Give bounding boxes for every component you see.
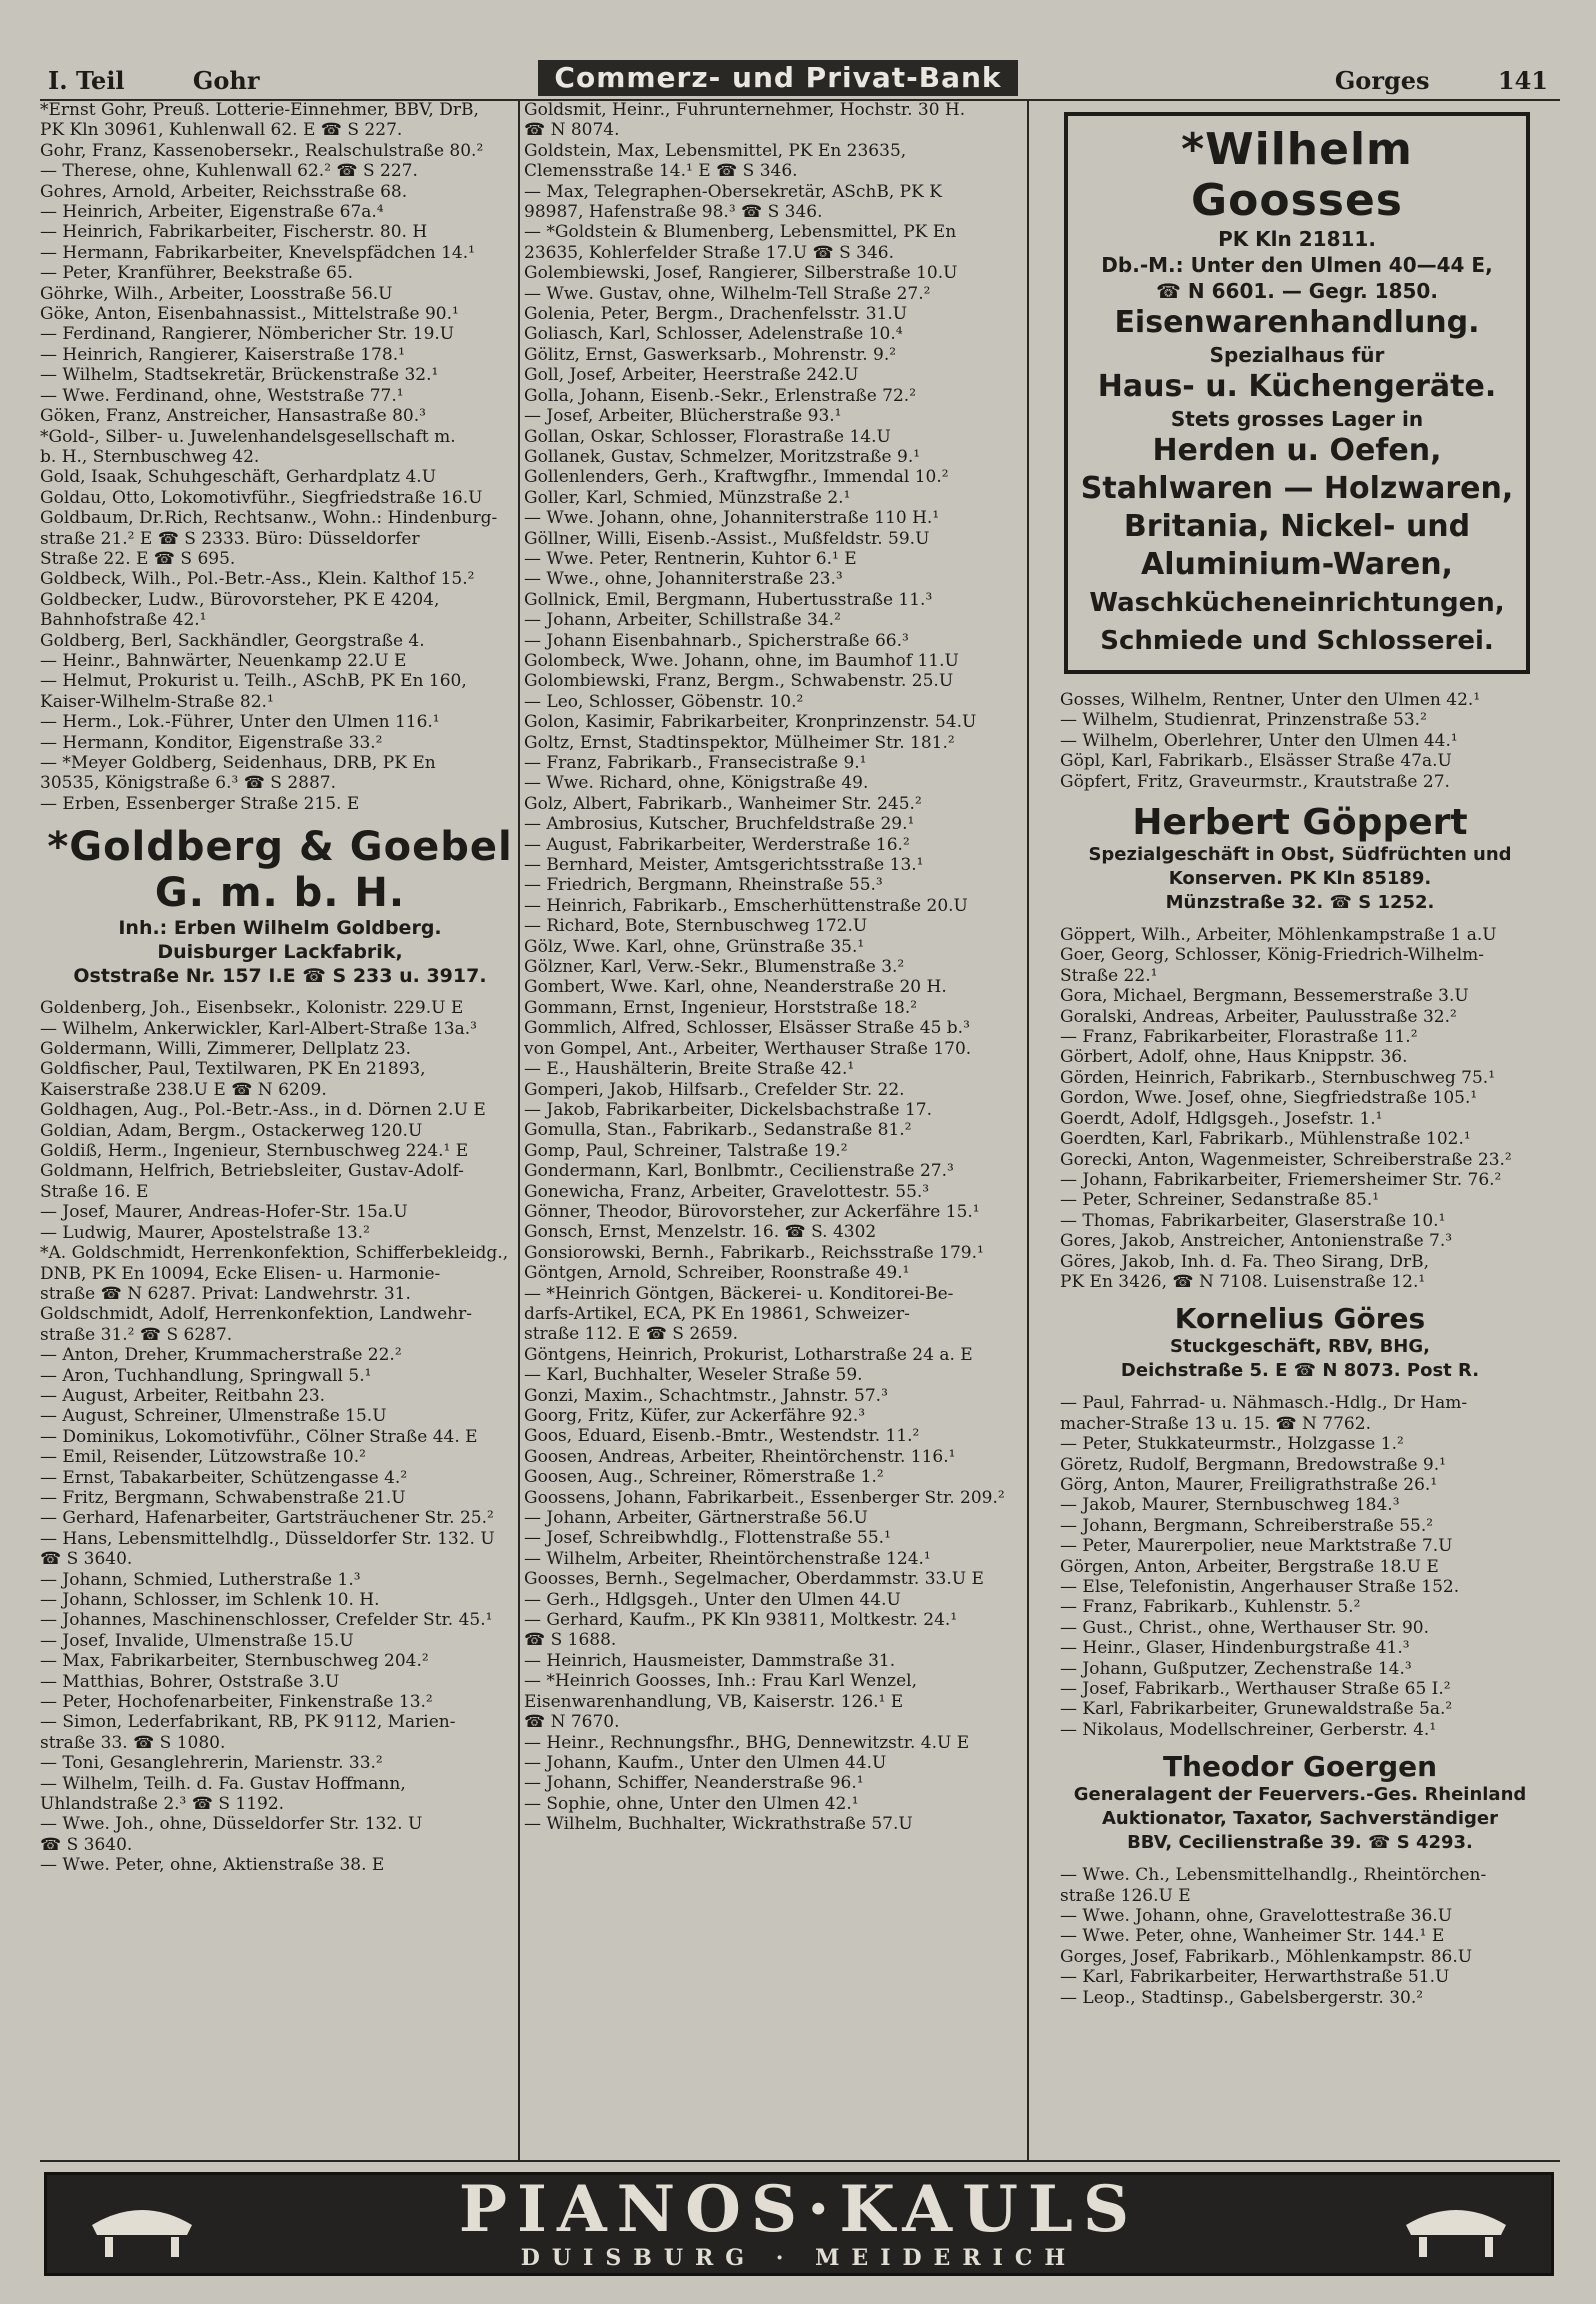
directory-entry: — Johann, Bergmann, Schreiberstraße 55.² bbox=[1060, 1515, 1434, 1536]
directory-entry: — Johann, Schmied, Lutherstraße 1.³ bbox=[40, 1569, 361, 1590]
directory-entry: Straße 22.¹ bbox=[1060, 965, 1158, 986]
directory-entry: Gold, Isaak, Schuhgeschäft, Gerhardplatz 4.U bbox=[40, 467, 437, 488]
directory-entry: — Wilhelm, Stadtsekretär, Brückenstraße 32.¹ bbox=[40, 365, 439, 386]
ad-firm-name: Herbert Göppert bbox=[1132, 802, 1468, 844]
directory-entry: — Sophie, ohne, Unter den Ulmen 42.¹ bbox=[524, 1793, 859, 1814]
directory-entry: Goldiß, Herm., Ingenieur, Sternbuschweg 224.¹ E bbox=[40, 1141, 469, 1162]
column-1 bbox=[40, 100, 520, 1876]
directory-entry: Goller, Karl, Schmied, Münzstraße 2.¹ bbox=[524, 487, 851, 508]
directory-entry: — Wwe. Johann, ohne, Gravelottestraße 36.U bbox=[1060, 1906, 1453, 1927]
directory-entry: — Johann, Kaufm., Unter den Ulmen 44.U bbox=[524, 1752, 887, 1773]
directory-entry: Gölitz, Ernst, Gaswerksarb., Mohrenstr. 9.² bbox=[524, 344, 897, 365]
directory-entry: macher-Straße 13 u. 15. ☎ N 7762. bbox=[1060, 1413, 1371, 1434]
directory-entry: — Peter, Stukkateurmstr., Holzgasse 1.² bbox=[1060, 1434, 1404, 1455]
directory-entry: Goerdt, Adolf, Hdlgsgeh., Josefstr. 1.¹ bbox=[1060, 1108, 1383, 1129]
directory-entry: — Wilhelm, Teilh. d. Fa. Gustav Hoffmann, bbox=[40, 1773, 406, 1794]
directory-entry: — Heinrich, Fabrikarbeiter, Fischerstr. 80. H bbox=[40, 222, 428, 243]
directory-entry: — Thomas, Fabrikarbeiter, Glaserstraße 10.¹ bbox=[1060, 1210, 1446, 1231]
ad-address: Db.-M.: Unter den Ulmen 40—44 E, bbox=[1101, 253, 1493, 277]
directory-entry: — Karl, Fabrikarbeiter, Herwarthstraße 51.U bbox=[1060, 1967, 1450, 1988]
page-header bbox=[38, 58, 1558, 98]
ad-firm-name: *Goldberg & Goebel G. m. b. H. bbox=[47, 824, 513, 917]
directory-entry: — Wwe. Joh., ohne, Düsseldorfer Str. 132. U bbox=[40, 1814, 423, 1835]
directory-entry: Gonewicha, Franz, Arbeiter, Gravelottestr. 55.³ bbox=[524, 1181, 930, 1202]
directory-entry: von Gompel, Ant., Arbeiter, Werthauser Straße 170. bbox=[524, 1038, 972, 1059]
directory-entry: — Wwe. Ch., Lebensmittelhandlg., Rheintörchen- bbox=[1060, 1865, 1487, 1886]
ad-line: Aluminium-Waren, bbox=[1141, 547, 1453, 582]
ad-line: Britania, Nickel- und bbox=[1123, 509, 1471, 544]
directory-entry: — Gust., Christ., ohne, Werthauser Str. 90. bbox=[1060, 1617, 1430, 1638]
directory-entry: Görgen, Anton, Arbeiter, Bergstraße 18.U E bbox=[1060, 1556, 1439, 1577]
ad-line: Deichstraße 5. E ☎ N 8073. Post R. bbox=[1120, 1360, 1480, 1382]
directory-entry: — Wilhelm, Ankerwickler, Karl-Albert-Straße 13a.³ bbox=[40, 1018, 477, 1039]
directory-entry: — Richard, Bote, Sternbuschweg 172.U bbox=[524, 916, 868, 937]
directory-entry: ☎ N 7670. bbox=[524, 1712, 620, 1733]
directory-entry: Gores, Jakob, Anstreicher, Antonienstraße 7.³ bbox=[1060, 1231, 1453, 1252]
directory-entry: — *Meyer Goldberg, Seidenhaus, DRB, PK En bbox=[40, 753, 436, 773]
directory-entry: *A. Goldschmidt, Herrenkonfektion, Schifferbekleidg., bbox=[40, 1243, 509, 1264]
column-2 bbox=[524, 100, 1024, 1835]
directory-entry: Goosses, Bernh., Segelmacher, Oberdammstr. 33.U E bbox=[524, 1569, 984, 1590]
directory-entry: Goosen, Andreas, Arbeiter, Rheintörchenstr. 116.¹ bbox=[524, 1446, 956, 1467]
directory-entry: *Ernst Gohr, Preuß. Lotterie-Einnehmer, BBV, DrB, bbox=[40, 100, 479, 120]
piano-icon bbox=[1401, 2195, 1511, 2261]
ad-line: Konserven. PK Kln 85189. bbox=[1168, 868, 1432, 890]
footer-brand: PIANOS·KAULS bbox=[458, 2172, 1140, 2247]
directory-entry: — Erben, Essenberger Straße 215. E bbox=[40, 793, 360, 814]
directory-entry: straße ☎ N 6287. Privat: Landwehrstr. 31. bbox=[40, 1283, 411, 1304]
directory-entry: — E., Haushälterin, Breite Straße 42.¹ bbox=[524, 1059, 855, 1080]
directory-entry: Gomp, Paul, Schreiner, Talstraße 19.² bbox=[524, 1140, 848, 1161]
directory-entry: — Gerhard, Kaufm., PK Kln 93811, Moltkestr. 24.¹ bbox=[524, 1610, 958, 1631]
footer-rule bbox=[40, 2160, 1560, 2162]
directory-entry: — Johann, Arbeiter, Schillstraße 34.² bbox=[524, 610, 841, 631]
herbert-goeppert-ad bbox=[1060, 802, 1540, 915]
ad-line: Münzstraße 32. ☎ S 1252. bbox=[1165, 892, 1435, 914]
pianos-kauls-banner bbox=[44, 2172, 1554, 2276]
ad-firm-name: *Wilhelm Goosses bbox=[1181, 124, 1413, 226]
directory-entry: — Ferdinand, Rangierer, Nömbericher Str. 19.U bbox=[40, 324, 455, 345]
directory-entry: — Max, Fabrikarbeiter, Sternbuschweg 204.² bbox=[40, 1651, 429, 1672]
ad-line: Haus- u. Küchengeräte. bbox=[1097, 369, 1497, 404]
ad-phone: ☎ N 6601. — Gegr. 1850. bbox=[1156, 279, 1438, 303]
directory-entry: Eisenwarenhandlung, VB, Kaiserstr. 126.¹ E bbox=[524, 1691, 904, 1712]
directory-entry: Goldfischer, Paul, Textilwaren, PK En 21893, bbox=[40, 1059, 426, 1080]
directory-entry: — Ludwig, Maurer, Apostelstraße 13.² bbox=[40, 1222, 370, 1243]
column-3-entries-a bbox=[1060, 690, 1540, 792]
directory-entry: Göpl, Karl, Fabrikarb., Elsässer Straße 47a.U bbox=[1060, 751, 1452, 772]
directory-entry: Gölzner, Karl, Verw.-Sekr., Blumenstraße 3.² bbox=[524, 957, 905, 978]
directory-entry: — Herm., Lok.-Führer, Unter den Ulmen 116.¹ bbox=[40, 712, 440, 733]
directory-entry: — Nikolaus, Modellschreiner, Gerberstr. 4.¹ bbox=[1060, 1719, 1437, 1740]
directory-entry: — Karl, Buchhalter, Weseler Straße 59. bbox=[524, 1365, 863, 1386]
directory-entry: — Matthias, Bohrer, Oststraße 3.U bbox=[40, 1671, 340, 1692]
directory-entry: — Heinrich, Arbeiter, Eigenstraße 67a.⁴ bbox=[40, 202, 384, 223]
directory-entry: Gombert, Wwe. Karl, ohne, Neanderstraße 20 H. bbox=[524, 977, 947, 998]
directory-entry: Gönner, Theodor, Bürovorsteher, zur Ackerfähre 15.¹ bbox=[524, 1201, 980, 1222]
directory-entry: — Aron, Tuchhandlung, Springwall 5.¹ bbox=[40, 1365, 372, 1386]
directory-entry: Gomulla, Stan., Fabrikarb., Sedanstraße 81.² bbox=[524, 1120, 912, 1141]
directory-entry: — Peter, Hochofenarbeiter, Finkenstraße 13.² bbox=[40, 1692, 433, 1713]
directory-entry: 23635, Kohlerfelder Straße 17.U ☎ S 346. bbox=[524, 242, 895, 263]
ad-line: Herden u. Oefen, bbox=[1152, 433, 1442, 468]
directory-entry: — Johannes, Maschinenschlosser, Crefelder Str. 45.¹ bbox=[40, 1610, 493, 1631]
column-3 bbox=[1060, 100, 1540, 2008]
directory-entry: Goldstein, Max, Lebensmittel, PK En 23635, bbox=[524, 140, 907, 161]
directory-entry: Goosen, Aug., Schreiner, Römerstraße 1.² bbox=[524, 1467, 884, 1488]
directory-entry: Goossens, Johann, Fabrikarbeit., Essenberger Str. 209.² bbox=[524, 1487, 1005, 1508]
directory-entry: — Johann, Arbeiter, Gärtnerstraße 56.U bbox=[524, 1508, 868, 1529]
ad-firm: Duisburger Lackfabrik, bbox=[157, 941, 403, 964]
directory-entry: Goldhagen, Aug., Pol.-Betr.-Ass., in d. Dörnen 2.U E bbox=[40, 1100, 486, 1121]
directory-entry: DNB, PK En 10094, Ecke Elisen- u. Harmonie- bbox=[40, 1263, 441, 1284]
ad-address: Oststraße Nr. 157 I.E ☎ S 233 u. 3917. bbox=[73, 965, 487, 988]
column-3-entries-b bbox=[1060, 925, 1540, 1292]
directory-entry: — August, Arbeiter, Reitbahn 23. bbox=[40, 1385, 326, 1406]
directory-entry: — Paul, Fahrrad- u. Nähmasch.-Hdlg., Dr Ham- bbox=[1060, 1393, 1468, 1414]
directory-entry: ☎ S 1688. bbox=[524, 1630, 617, 1651]
directory-entry: — Gerh., Hdlgsgeh., Unter den Ulmen 44.U bbox=[524, 1589, 901, 1610]
theodor-goergen-ad bbox=[1060, 1750, 1540, 1855]
directory-entry: Goldau, Otto, Lokomotivführ., Siegfriedstraße 16.U bbox=[40, 487, 483, 508]
directory-entry: — Leop., Stadtinsp., Gabelsbergerstr. 30.² bbox=[1060, 1987, 1424, 2008]
ad-firm-name: Kornelius Göres bbox=[1174, 1302, 1426, 1336]
directory-entry: — Heinr., Bahnwärter, Neuenkamp 22.U E bbox=[40, 650, 407, 671]
directory-entry: — Hermann, Fabrikarbeiter, Knevelspfädchen 14.¹ bbox=[40, 242, 475, 263]
kornelius-goeres-ad bbox=[1060, 1302, 1540, 1383]
directory-entry: Goerdten, Karl, Fabrikarb., Mühlenstraße 102.¹ bbox=[1060, 1129, 1471, 1150]
directory-entry: Göntgen, Arnold, Schreiber, Roonstraße 49.¹ bbox=[524, 1263, 910, 1284]
directory-entry: Göntgens, Heinrich, Prokurist, Lotharstraße 24 a. E bbox=[524, 1344, 973, 1365]
directory-entry: — Fritz, Bergmann, Schwabenstraße 21.U bbox=[40, 1487, 406, 1508]
directory-entry: — Wwe. Gustav, ohne, Wilhelm-Tell Straße 27.² bbox=[524, 283, 931, 304]
wilhelm-goosses-ad bbox=[1064, 112, 1530, 674]
directory-entry: — Max, Telegraphen-Obersekretär, ASchB, PK K bbox=[524, 181, 942, 202]
directory-entry: Gohres, Arnold, Arbeiter, Reichsstraße 68. bbox=[40, 181, 408, 202]
directory-entry: — Wwe. Peter, ohne, Aktienstraße 38. E bbox=[40, 1855, 385, 1876]
directory-entry: — Josef, Fabrikarb., Werthauser Straße 65 I.² bbox=[1060, 1679, 1451, 1700]
directory-entry: — Wilhelm, Arbeiter, Rheintörchenstraße 124.¹ bbox=[524, 1548, 931, 1569]
directory-entry: Gollnick, Emil, Bergmann, Hubertusstraße 11.³ bbox=[524, 589, 933, 610]
directory-entry: *Gold-, Silber- u. Juwelenhandelsgesellschaft m. bbox=[40, 426, 456, 447]
keyword-left: Gohr bbox=[192, 66, 260, 95]
column-divider-2 bbox=[1027, 100, 1029, 2160]
directory-entry: — Anton, Dreher, Krummacherstraße 22.² bbox=[40, 1345, 402, 1366]
column-2-entries bbox=[524, 100, 1024, 1835]
directory-entry: Göretz, Rudolf, Bergmann, Bredowstraße 9.¹ bbox=[1060, 1454, 1446, 1475]
directory-entry: — Wwe. Ferdinand, ohne, Weststraße 77.¹ bbox=[40, 385, 404, 406]
ad-line: Stahlwaren — Holzwaren, bbox=[1080, 471, 1514, 506]
directory-entry: darfs-Artikel, ECA, PK En 19861, Schweizer- bbox=[524, 1303, 910, 1324]
column-1-entries-a bbox=[40, 100, 520, 814]
directory-entry: 30535, Königstraße 6.³ ☎ S 2887. bbox=[40, 773, 337, 794]
directory-entry: — Josef, Schreibwhdlg., Flottenstraße 55.¹ bbox=[524, 1528, 891, 1549]
keyword-right: Gorges bbox=[1334, 66, 1430, 95]
directory-entry: — Wilhelm, Oberlehrer, Unter den Ulmen 44.¹ bbox=[1060, 730, 1458, 751]
ad-line: Auktionator, Taxator, Sachverständiger bbox=[1101, 1808, 1498, 1830]
directory-entry: Golenia, Peter, Bergm., Drachenfelsstr. 31.U bbox=[524, 304, 908, 325]
directory-entry: — Leo, Schlosser, Göbenstr. 10.² bbox=[524, 691, 804, 712]
directory-entry: — Peter, Maurerpolier, neue Marktstraße 7.U bbox=[1060, 1536, 1453, 1557]
directory-entry: b. H., Sternbuschweg 42. bbox=[40, 446, 260, 467]
directory-entry: ☎ S 3640. bbox=[40, 1549, 133, 1570]
directory-entry: — Hans, Lebensmittelhdlg., Düsseldorfer Str. 132. U bbox=[40, 1528, 495, 1549]
directory-entry: — *Heinrich Goosses, Inh.: Frau Karl Wenzel, bbox=[524, 1671, 918, 1692]
directory-entry: — Peter, Schreiner, Sedanstraße 85.¹ bbox=[1060, 1190, 1380, 1211]
directory-entry: Gomperi, Jakob, Hilfsarb., Crefelder Str. 22. bbox=[524, 1079, 905, 1100]
page-number: 141 bbox=[1497, 66, 1548, 95]
column-3-entries-d bbox=[1060, 1865, 1540, 2008]
directory-entry: PK En 3426, ☎ N 7108. Luisenstraße 12.¹ bbox=[1060, 1271, 1426, 1292]
ad-line: Spezialgeschäft in Obst, Südfrüchten und bbox=[1088, 844, 1512, 866]
ad-line: Stets grosses Lager in bbox=[1170, 407, 1424, 431]
directory-entry: — Friedrich, Bergmann, Rheinstraße 55.³ bbox=[524, 875, 883, 896]
directory-entry: straße 33. ☎ S 1080. bbox=[40, 1732, 226, 1753]
directory-entry: Golombeck, Wwe. Johann, ohne, im Baumhof 11.U bbox=[524, 650, 959, 671]
directory-entry: — *Goldstein & Blumenberg, Lebensmittel, PK En bbox=[524, 222, 957, 243]
directory-entry: — Simon, Lederfabrikant, RB, PK 9112, Marien- bbox=[40, 1712, 456, 1733]
directory-entry: Gölz, Wwe. Karl, ohne, Grünstraße 35.¹ bbox=[524, 936, 865, 957]
ad-line: Schmiede und Schlosserei. bbox=[1100, 626, 1494, 656]
directory-entry: — Heinrich, Rangierer, Kaiserstraße 178.¹ bbox=[40, 344, 405, 365]
directory-entry: ☎ N 8074. bbox=[524, 120, 620, 141]
directory-entry: Gonsch, Ernst, Menzelstr. 16. ☎ S. 4302 bbox=[524, 1222, 877, 1243]
directory-entry: — Wwe., ohne, Johanniterstraße 23.³ bbox=[524, 569, 843, 590]
directory-entry: — Else, Telefonistin, Angerhauser Straße 152. bbox=[1060, 1577, 1460, 1597]
directory-entry: straße 31.² ☎ S 6287. bbox=[40, 1324, 233, 1345]
directory-entry: — August, Schreiner, Ulmenstraße 15.U bbox=[40, 1406, 387, 1427]
directory-entry: Golembiewski, Josef, Rangierer, Silberstraße 10.U bbox=[524, 263, 958, 284]
directory-entry: Goll, Josef, Arbeiter, Heerstraße 242.U bbox=[524, 365, 859, 386]
directory-entry: Golombiewski, Franz, Bergm., Schwabenstr. 25.U bbox=[524, 671, 954, 692]
directory-entry: — Toni, Gesanglehrerin, Marienstr. 33.² bbox=[40, 1753, 383, 1774]
directory-entry: — Peter, Kranführer, Beekstraße 65. bbox=[40, 263, 354, 284]
goldberg-goebel-ad bbox=[40, 824, 520, 988]
directory-entry: Golla, Johann, Eisenb.-Sekr., Erlenstraße 72.² bbox=[524, 385, 917, 406]
directory-entry: Straße 22. E ☎ S 695. bbox=[40, 548, 236, 569]
directory-entry: straße 112. E ☎ S 2659. bbox=[524, 1324, 739, 1345]
directory-entry: Goldian, Adam, Bergm., Ostackerweg 120.U bbox=[40, 1120, 423, 1141]
directory-entry: Golz, Albert, Fabrikarb., Wanheimer Str. 245.² bbox=[524, 793, 922, 814]
directory-entry: — Johann Eisenbahnarb., Spicherstraße 66.³ bbox=[524, 630, 909, 651]
directory-entry: Goldschmidt, Adolf, Herrenkonfektion, Landwehr- bbox=[40, 1304, 472, 1325]
directory-entry: — August, Fabrikarbeiter, Werderstraße 16.² bbox=[524, 834, 910, 855]
directory-entry: — *Heinrich Göntgen, Bäckerei- u. Konditorei-Be- bbox=[524, 1283, 954, 1304]
ad-owner: Inh.: Erben Wilhelm Goldberg. bbox=[118, 917, 442, 940]
directory-entry: Gora, Michael, Bergmann, Bessemerstraße 3.U bbox=[1060, 986, 1469, 1007]
directory-entry: — Franz, Fabrikarbeiter, Florastraße 11.² bbox=[1060, 1027, 1418, 1048]
footer-locations: DUISBURG · MEIDERICH bbox=[520, 2245, 1078, 2271]
directory-entry: Goldbecker, Ludw., Bürovorsteher, PK E 4204, bbox=[40, 589, 440, 610]
directory-entry: — Johann, Schiffer, Neanderstraße 96.¹ bbox=[524, 1773, 864, 1794]
directory-entry: Göppert, Wilh., Arbeiter, Möhlenkampstraße 1 a.U bbox=[1060, 925, 1497, 946]
ad-line: Waschkücheneinrichtungen, bbox=[1089, 588, 1505, 618]
directory-entry: — Johann, Fabrikarbeiter, Friemersheimer Str. 76.² bbox=[1060, 1169, 1502, 1190]
column-3-entries-c bbox=[1060, 1393, 1540, 1740]
directory-entry: Gonzi, Maxim., Schachtmstr., Jahnstr. 57.³ bbox=[524, 1385, 888, 1406]
directory-entry: Bahnhofstraße 42.¹ bbox=[40, 610, 207, 631]
directory-entry: — Therese, ohne, Kuhlenwall 62.² ☎ S 227. bbox=[40, 161, 418, 182]
directory-entry: Göke, Anton, Eisenbahnassist., Mittelstraße 90.¹ bbox=[40, 304, 459, 325]
directory-entry: Clemensstraße 14.¹ E ☎ S 346. bbox=[524, 161, 798, 182]
directory-entry: Goldsmit, Heinr., Fuhrunternehmer, Hochstr. 30 H. bbox=[524, 100, 966, 120]
directory-entry: — Franz, Fabrikarb., Kuhlenstr. 5.² bbox=[1060, 1597, 1361, 1618]
directory-entry: — Wwe. Richard, ohne, Königstraße 49. bbox=[524, 773, 869, 794]
directory-entry: Straße 16. E bbox=[40, 1181, 149, 1202]
directory-entry: PK Kln 30961, Kuhlenwall 62. E ☎ S 227. bbox=[40, 120, 403, 141]
directory-entry: — Wilhelm, Buchhalter, Wickrathstraße 57.U bbox=[524, 1814, 913, 1835]
directory-entry: Göres, Jakob, Inh. d. Fa. Theo Sirang, DrB, bbox=[1060, 1251, 1430, 1272]
directory-entry: — Heinrich, Hausmeister, Dammstraße 31. bbox=[524, 1650, 896, 1671]
bank-banner: Commerz- und Privat-Bank bbox=[538, 60, 1018, 96]
directory-entry: Goldbeck, Wilh., Pol.-Betr.-Ass., Klein. Kalthof 15.² bbox=[40, 569, 475, 590]
header-left bbox=[48, 66, 260, 95]
directory-entry: — Heinr., Rechnungsfhr., BHG, Dennewitzstr. 4.U E bbox=[524, 1732, 970, 1753]
directory-entry: Göpfert, Fritz, Graveurmstr., Krautstraße 27. bbox=[1060, 771, 1450, 792]
directory-entry: Görbert, Adolf, ohne, Haus Knippstr. 36. bbox=[1060, 1047, 1408, 1068]
directory-entry: Gordon, Wwe. Josef, ohne, Siegfriedstraße 105.¹ bbox=[1060, 1088, 1478, 1109]
directory-entry: Gommlich, Alfred, Schlosser, Elsässer Straße 45 b.³ bbox=[524, 1018, 970, 1039]
directory-entry: Göhrke, Wilh., Arbeiter, Loosstraße 56.U bbox=[40, 283, 393, 304]
directory-entry: — Ambrosius, Kutscher, Bruchfeldstraße 29.¹ bbox=[524, 814, 915, 835]
directory-entry: — Bernhard, Meister, Amtsgerichtsstraße 13.¹ bbox=[524, 855, 924, 876]
directory-entry: — Dominikus, Lokomotivführ., Cölner Straße 44. E bbox=[40, 1426, 478, 1447]
directory-entry: — Franz, Fabrikarb., Fransecistraße 9.¹ bbox=[524, 753, 867, 773]
ad-line: BBV, Cecilienstraße 39. ☎ S 4293. bbox=[1127, 1832, 1473, 1854]
directory-entry: Goralski, Andreas, Arbeiter, Paulusstraße 32.² bbox=[1060, 1006, 1457, 1027]
ad-pk: PK Kln 21811. bbox=[1218, 227, 1376, 251]
directory-entry: Golon, Kasimir, Fabrikarbeiter, Kronprinzenstr. 54.U bbox=[524, 712, 977, 733]
directory-entry: Gohr, Franz, Kassenobersekr., Realschulstraße 80.² bbox=[40, 140, 484, 161]
directory-entry: Gorges, Josef, Fabrikarb., Möhlenkampstr. 86.U bbox=[1060, 1946, 1473, 1967]
directory-entry: straße 126.U E bbox=[1060, 1885, 1191, 1906]
directory-entry: — Wwe. Peter, Rentnerin, Kuhtor 6.¹ E bbox=[524, 548, 857, 569]
directory-entry: Goldenberg, Joh., Eisenbsekr., Kolonistr. 229.U E bbox=[40, 998, 464, 1019]
directory-entry: — Hermann, Konditor, Eigenstraße 33.² bbox=[40, 732, 383, 753]
directory-entry: Gommann, Ernst, Ingenieur, Horststraße 18.² bbox=[524, 997, 918, 1018]
directory-entry: — Jakob, Maurer, Sternbuschweg 184.³ bbox=[1060, 1495, 1400, 1516]
directory-entry: Kaiser-Wilhelm-Straße 82.¹ bbox=[40, 691, 274, 712]
directory-entry: Gosses, Wilhelm, Rentner, Unter den Ulmen 42.¹ bbox=[1060, 690, 1481, 710]
directory-entry: Görg, Anton, Maurer, Freiligrathstraße 26.¹ bbox=[1060, 1474, 1438, 1495]
directory-entry: — Josef, Maurer, Andreas-Hofer-Str. 15a.U bbox=[40, 1202, 408, 1223]
directory-entry: Goldermann, Willi, Zimmerer, Dellplatz 23. bbox=[40, 1039, 412, 1060]
directory-entry: Gollenlenders, Gerh., Kraftwgfhr., Immendal 10.² bbox=[524, 467, 949, 488]
directory-entry: — Heinrich, Fabrikarb., Emscherhüttenstraße 20.U bbox=[524, 895, 968, 916]
directory-entry: 98987, Hafenstraße 98.³ ☎ S 346. bbox=[524, 202, 823, 223]
directory-entry: — Josef, Invalide, Ulmenstraße 15.U bbox=[40, 1630, 354, 1651]
directory-entry: Goer, Georg, Schlosser, König-Friedrich-Wilhelm- bbox=[1060, 945, 1484, 966]
directory-entry: Gonsiorowski, Bernh., Fabrikarb., Reichsstraße 179.¹ bbox=[524, 1242, 984, 1263]
directory-entry: Gorecki, Anton, Wagenmeister, Schreiberstraße 23.² bbox=[1060, 1149, 1512, 1170]
directory-entry: Kaiserstraße 238.U E ☎ N 6209. bbox=[40, 1079, 327, 1100]
directory-entry: Goldbaum, Dr.Rich, Rechtsanw., Wohn.: Hindenburg- bbox=[40, 508, 498, 529]
column-1-entries-b bbox=[40, 998, 520, 1875]
directory-entry: — Heinr., Glaser, Hindenburgstraße 41.³ bbox=[1060, 1638, 1410, 1659]
directory-entry: Uhlandstraße 2.³ ☎ S 1192. bbox=[40, 1794, 285, 1815]
directory-entry: — Helmut, Prokurist u. Teilh., ASchB, PK En 160, bbox=[40, 671, 467, 692]
directory-entry: — Wwe. Peter, ohne, Wanheimer Str. 144.¹ E bbox=[1060, 1926, 1445, 1947]
directory-entry: straße 21.² E ☎ S 2333. Büro: Düsseldorfer bbox=[40, 528, 420, 549]
directory-entry: — Ernst, Tabakarbeiter, Schützengasse 4.² bbox=[40, 1467, 408, 1488]
directory-entry: — Karl, Fabrikarbeiter, Grunewaldstraße 5a.² bbox=[1060, 1699, 1453, 1720]
directory-entry: Goorg, Fritz, Küfer, zur Ackerfähre 92.³ bbox=[524, 1406, 866, 1426]
directory-entry: Goos, Eduard, Eisenb.-Bmtr., Westendstr. 11.² bbox=[524, 1426, 920, 1447]
directory-entry: — Wwe. Johann, ohne, Johanniterstraße 110 H.¹ bbox=[524, 508, 940, 529]
directory-entry: ☎ S 3640. bbox=[40, 1834, 133, 1855]
piano-icon bbox=[87, 2195, 197, 2261]
directory-entry: Göllner, Willi, Eisenb.-Assist., Mußfeldstr. 59.U bbox=[524, 528, 930, 549]
ad-line: Eisenwarenhandlung. bbox=[1114, 305, 1480, 340]
directory-entry: Gollanek, Gustav, Schmelzer, Moritzstraße 9.¹ bbox=[524, 446, 921, 467]
directory-entry: — Johann, Gußputzer, Zechenstraße 14.³ bbox=[1060, 1658, 1412, 1679]
header-right bbox=[1335, 66, 1548, 95]
directory-entry: Gondermann, Karl, Bonlbmtr., Cecilienstraße 27.³ bbox=[524, 1161, 954, 1182]
directory-entry: Gollan, Oskar, Schlosser, Florastraße 14.U bbox=[524, 426, 891, 447]
directory-entry: Goldmann, Helfrich, Betriebsleiter, Gustav-Adolf- bbox=[40, 1161, 464, 1182]
directory-entry: Goldberg, Berl, Sackhändler, Georgstraße 4. bbox=[40, 630, 425, 651]
ad-firm-name: Theodor Goergen bbox=[1162, 1750, 1438, 1784]
directory-entry: — Gerhard, Hafenarbeiter, Gartsträuchener Str. 25.² bbox=[40, 1508, 494, 1529]
directory-entry: — Johann, Schlosser, im Schlenk 10. H. bbox=[40, 1590, 380, 1610]
directory-entry: Goltz, Ernst, Stadtinspektor, Mülheimer Str. 181.² bbox=[524, 732, 955, 753]
ad-line: Generalagent der Feuervers.-Ges. Rheinland bbox=[1073, 1784, 1527, 1806]
directory-entry: — Wilhelm, Studienrat, Prinzenstraße 53.² bbox=[1060, 710, 1427, 731]
directory-entry: — Emil, Reisender, Lützowstraße 10.² bbox=[40, 1447, 366, 1468]
part-label: I. Teil bbox=[48, 66, 125, 95]
directory-entry: — Josef, Arbeiter, Blücherstraße 93.¹ bbox=[524, 406, 842, 427]
directory-entry: Goliasch, Karl, Schlosser, Adelenstraße 10.⁴ bbox=[524, 324, 903, 345]
ad-line: Spezialhaus für bbox=[1209, 343, 1385, 367]
directory-entry: Göken, Franz, Anstreicher, Hansastraße 80.³ bbox=[40, 406, 426, 427]
directory-entry: Görden, Heinrich, Fabrikarb., Sternbuschweg 75.¹ bbox=[1060, 1067, 1496, 1088]
ad-line: Stuckgeschäft, RBV, BHG, bbox=[1170, 1336, 1430, 1358]
directory-entry: — Jakob, Fabrikarbeiter, Dickelsbachstraße 17. bbox=[524, 1099, 932, 1120]
